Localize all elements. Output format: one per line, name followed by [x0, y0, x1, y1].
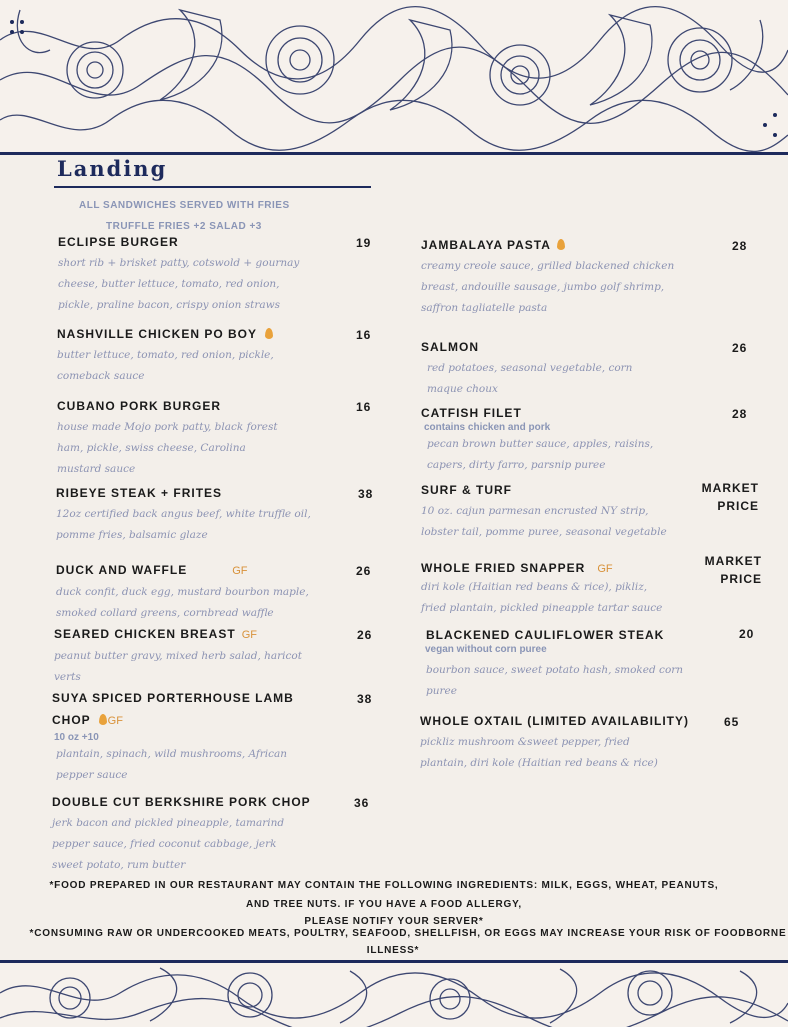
item-price: MARKET PRICE — [704, 554, 762, 586]
item-price: 16 — [356, 400, 372, 414]
menu-item — [421, 482, 761, 543]
fire-icon — [99, 714, 107, 725]
raw-food-disclaimer: *CONSUMING RAW OR UNDERCOOKED MEATS, POULTRY, SEAFOOD, SHELLFISH, OR EGGS MAY INCREASE YOUR RISK OF FOODBORNE ILLNESS* — [29, 928, 787, 956]
menu-item — [421, 405, 761, 476]
item-name: NASHVILLE CHICKEN PO BOY — [57, 326, 377, 342]
gluten-free-tag: GF — [241, 629, 257, 641]
item-description: butter lettuce, tomato, red onion, pickle, comeback sauce — [57, 349, 274, 382]
fire-icon — [265, 328, 273, 339]
sandwich-note: ALL SANDWICHES SERVED WITH FRIES — [79, 200, 290, 211]
item-price: 36 — [354, 796, 370, 810]
item-price: 38 — [358, 487, 374, 501]
fire-icon — [557, 239, 565, 250]
item-description: bourbon sauce, sweet potato hash, smoked corn puree — [426, 664, 684, 697]
menu-item — [52, 794, 382, 876]
item-name: DUCK AND WAFFLE GF — [56, 563, 248, 577]
item-price: 20 — [739, 627, 755, 641]
item-description: 12oz certified back angus beef, white truffle oil, pomme fries, balsamic glaze — [56, 508, 311, 541]
item-name: JAMBALAYA PASTA — [421, 237, 761, 253]
item-description: 10 oz. cajun parmesan encrusted NY strip, lobster tail, pomme puree, seasonal vegetable — [421, 505, 667, 538]
item-price: 19 — [356, 236, 372, 250]
item-name: WHOLE FRIED SNAPPER GF — [421, 561, 613, 575]
item-price: 26 — [357, 628, 373, 642]
menu-item — [52, 690, 382, 786]
item-name: SEARED CHICKEN BREAST GF — [54, 627, 257, 641]
item-price: 26 — [356, 564, 372, 578]
item-name: RIBEYE STEAK + FRITES — [56, 486, 223, 500]
menu-item — [421, 237, 761, 319]
menu-item — [54, 626, 384, 688]
item-description: plantain, spinach, wild mushrooms, African pepper sauce — [56, 748, 288, 781]
title-underline — [54, 186, 371, 188]
menu-item — [56, 562, 386, 624]
item-price: 65 — [724, 715, 740, 729]
item-name: BLACKENED CAULIFLOWER STEAK — [426, 628, 665, 642]
menu-item — [56, 485, 386, 546]
item-name: ECLIPSE BURGER — [58, 235, 179, 249]
item-note: contains chicken and pork — [424, 422, 551, 433]
item-name: DOUBLE CUT BERKSHIRE PORK CHOP — [52, 795, 311, 809]
item-description: duck confit, duck egg, mustard bourbon maple, smoked collard greens, cornbread waffle — [56, 586, 309, 619]
gluten-free-tag: GF — [107, 715, 123, 727]
item-description: diri kole (Haitian red beans & rice), pikliz, fried plantain, pickled pineapple tartar sauce — [421, 581, 663, 614]
item-option: 10 oz +10 — [54, 732, 99, 743]
menu-item — [420, 713, 760, 774]
item-price: 28 — [732, 407, 748, 421]
item-name-continued: CHOP GF — [52, 713, 123, 727]
item-name: CUBANO PORK BURGER — [57, 399, 222, 413]
page-title: Landing — [57, 156, 168, 181]
item-description: peanut butter gravy, mixed herb salad, haricot verts — [54, 650, 302, 683]
menu-item — [57, 326, 377, 387]
item-description: jerk bacon and pickled pineapple, tamarind pepper sauce, fried coconut cabbage, jerk sweet potato, rum butter — [52, 817, 285, 871]
item-description: pickliz mushroom &sweet pepper, fried plantain, diri kole (Haitian red beans & rice) — [420, 736, 658, 769]
item-price: 38 — [357, 692, 373, 706]
menu-item — [421, 339, 761, 400]
gluten-free-tag: GF — [597, 563, 613, 575]
decorative-header-pattern — [0, 0, 788, 155]
item-description: short rib + brisket patty, cotswold + gournay cheese, butter lettuce, tomato, red onion, pickle, praline bacon, crispy onion straws — [58, 257, 300, 311]
item-name: CATFISH FILET — [421, 406, 522, 420]
item-name: SURF & TURF — [421, 483, 512, 497]
item-price: 28 — [732, 239, 748, 253]
item-description: red potatoes, seasonal vegetable, corn maque choux — [427, 362, 633, 395]
menu-item — [421, 554, 766, 619]
item-note: vegan without corn puree — [425, 644, 547, 655]
item-price: 26 — [732, 341, 748, 355]
item-name: SALMON — [421, 340, 479, 354]
item-name: SUYA SPICED PORTERHOUSE LAMB — [52, 691, 294, 705]
item-description: pecan brown butter sauce, apples, raisins, capers, dirty farro, parsnip puree — [427, 438, 654, 471]
menu-item — [58, 234, 378, 316]
item-price: MARKET PRICE — [701, 481, 759, 513]
menu-item — [426, 627, 766, 702]
allergy-disclaimer-notice: PLEASE NOTIFY YOUR SERVER* — [304, 916, 484, 927]
menu-item — [57, 398, 377, 480]
item-name: WHOLE OXTAIL (LIMITED AVAILABILITY) — [420, 714, 689, 728]
allergy-disclaimer: *FOOD PREPARED IN OUR RESTAURANT MAY CONTAIN THE FOLLOWING INGREDIENTS: MILK, EGGS, WHEAT, PEANUTS, AND TREE NUTS. IF YOU HAVE A FOOD ALLERGY, — [49, 880, 719, 910]
item-description: creamy creole sauce, grilled blackened chicken breast, andouille sausage, jumbo golf shrimp, saffron tagliatelle pasta — [421, 260, 675, 314]
decorative-footer-pattern — [0, 960, 788, 1027]
item-price: 16 — [356, 328, 372, 342]
item-description: house made Mojo pork patty, black forest ham, pickle, swiss cheese, Carolina mustard sauce — [57, 421, 278, 475]
sides-upcharge-note: TRUFFLE FRIES +2 SALAD +3 — [106, 221, 262, 232]
gluten-free-tag: GF — [232, 565, 248, 577]
